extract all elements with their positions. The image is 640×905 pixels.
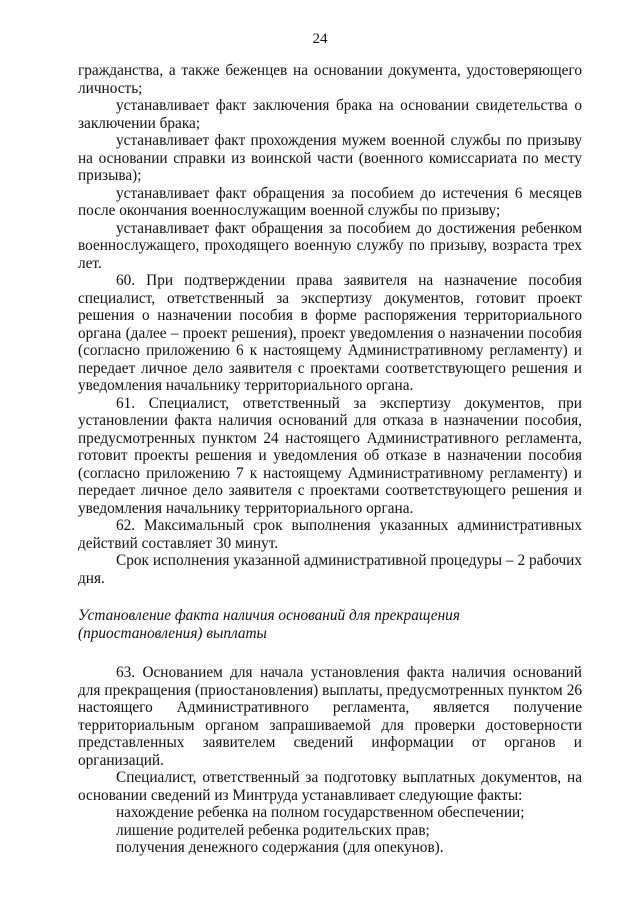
section-heading bbox=[78, 607, 582, 642]
paragraph-continuation: гражданства, а также беженцев на основании документа, удостоверяющего личность; bbox=[78, 62, 582, 97]
paragraph-60: 60. При подтверждении права заявителя на назначение пособия специалист, ответственный за экспертизу документов, готовит проект решения о назначении пособия в форме распоряжения территориального органа (далее – проект решения), проект уведомления о назначении пособия (согласно приложению 6 к настоящему Административному регламенту) и передает личное дело заявителя с проектами соответствующего решения и уведомления начальнику территориального органа. bbox=[78, 272, 582, 394]
paragraph-application-3-years: устанавливает факт обращения за пособием до достижения ребенком военнослужащего, проходящего военную службу по призыву, возраста трех лет. bbox=[78, 219, 582, 272]
section-heading-line-2: (приостановления) выплаты bbox=[78, 624, 267, 642]
paragraph-military-service-fact: устанавливает факт прохождения мужем военной службы по призыву на основании справки из воинской части (военного комиссариата по месту призыва); bbox=[78, 132, 582, 184]
list-item-guardian-allowance: получения денежного содержания (для опекунов). bbox=[116, 839, 444, 856]
list-item-state-support: нахождение ребенка на полном государственном обеспечении; bbox=[116, 804, 525, 821]
paragraph-specialist-facts: Специалист, ответственный за подготовку выплатных документов, на основании сведений из Минтруда устанавливает следующие факты: bbox=[78, 769, 582, 804]
list-item-parental-rights: лишение родителей ребенка родительских прав; bbox=[116, 821, 430, 839]
paragraph-procedure-term: Срок исполнения указанной административной процедуры – 2 рабочих дня. bbox=[78, 552, 582, 587]
paragraph-application-6-months: устанавливает факт обращения за пособием до истечения 6 месяцев после окончания военнослужащим военной службы по призыву; bbox=[78, 184, 582, 219]
paragraph-62: 62. Максимальный срок выполнения указанных административных действий составляет 30 минут. bbox=[78, 517, 582, 552]
paragraph-61: 61. Специалист, ответственный за экспертизу документов, при установлении факта наличия оснований для отказа в назначении пособия, предусмотренных пунктом 24 настоящего Административного регламента, готовит проекты решения и уведомления об отказе в назначении пособия (согласно приложению 7 к настоящему Административному регламенту) и передает личное дело заявителя с проектами соответствующего решения и уведомления начальнику территориального органа. bbox=[78, 394, 582, 517]
paragraph-63: 63. Основанием для начала установления факта наличия оснований для прекращения (приостановления) выплаты, предусмотренных пунктом 26 настоящего Административного регламента, является получение территориальным органом запрашиваемой для проверки достоверности представленных заявителем сведений информации от органов и организаций. bbox=[78, 664, 582, 769]
paragraph-marriage-fact: устанавливает факт заключения брака на основании свидетельства о заключении брака; bbox=[78, 97, 582, 132]
document-body bbox=[78, 62, 582, 857]
page-number: 24 bbox=[312, 31, 328, 47]
section-heading-line-1: Установление факта наличия оснований для прекращения bbox=[78, 607, 460, 624]
